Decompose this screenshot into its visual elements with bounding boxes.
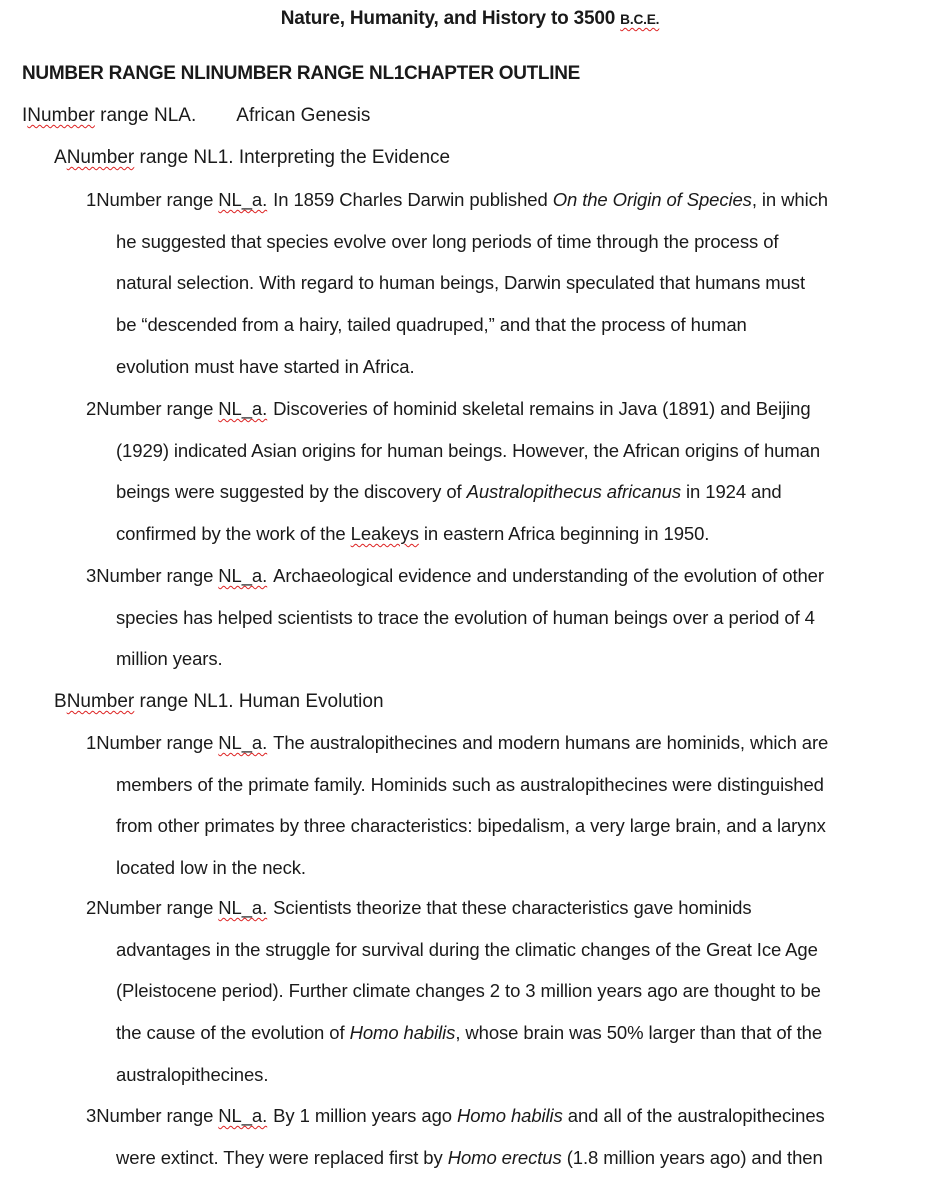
outline-item-b1 <box>86 722 936 889</box>
item-text: in 1924 and <box>680 481 782 503</box>
item-line <box>86 1012 936 1054</box>
title-text: Nature, Humanity, and History to 3500 <box>280 8 621 29</box>
item-marker-squiggle: NL_a. <box>218 1105 268 1126</box>
item-line: (Pleistocene period). Further climate changes 2 to 3 million years ago are thought to be <box>116 980 821 1002</box>
item-line: members of the primate family. Hominids such as australopithecines were distinguished <box>116 773 824 795</box>
item-italic-text: On the Origin of Species <box>552 189 752 210</box>
title-era: B.C.E. <box>620 12 660 27</box>
section-b-squiggle: Number <box>66 691 135 712</box>
item-first-line <box>86 722 936 764</box>
section-a-rest: range NL1. Interpreting the Evidence <box>134 147 451 168</box>
item-marker-lead: Number range <box>96 398 219 419</box>
item-first-line <box>86 179 936 221</box>
item-marker-squiggle: NL_a. <box>218 897 268 918</box>
item-number: 3 <box>86 1105 97 1126</box>
item-squiggle-text: Leakeys <box>350 523 419 545</box>
item-line: natural selection. With regard to human beings, Darwin speculated that humans must <box>116 272 806 294</box>
item-text: in eastern Africa beginning in 1950. <box>418 523 710 545</box>
item-number: 3 <box>86 565 97 586</box>
item-line: from other primates by three characteristics: bipedalism, a very large brain, and a larynx <box>116 815 826 837</box>
item-text: Discoveries of hominid skeletal remains in Java (1891) and Beijing <box>273 398 811 419</box>
section-i-title: African Genesis <box>236 105 371 126</box>
outline-item-b2 <box>86 887 936 1096</box>
item-line: species has helped scientists to trace the evolution of human beings over a period of 4 <box>116 606 815 628</box>
item-text: In 1859 Charles Darwin published <box>273 189 553 210</box>
outline-item-b3 <box>86 1095 936 1178</box>
section-i-squiggle: Number <box>27 105 95 126</box>
item-first-line <box>86 887 936 929</box>
section-heading-b <box>54 689 384 715</box>
section-a-prefix: A <box>54 147 67 168</box>
section-heading-a <box>54 145 450 171</box>
item-marker-lead: Number range <box>96 732 219 753</box>
item-text: , whose brain was 50% larger than that of the <box>455 1022 823 1044</box>
document-title <box>0 6 940 33</box>
item-marker-squiggle: NL_a. <box>218 189 268 210</box>
chapter-outline-heading: NUMBER RANGE NLINUMBER RANGE NL1CHAPTER OUTLINE <box>22 63 581 84</box>
item-line <box>86 471 936 513</box>
section-i-prefix: I <box>22 105 28 126</box>
item-text: By 1 million years ago <box>273 1105 457 1126</box>
item-number: 1 <box>86 732 97 753</box>
item-italic-text: Australopithecus africanus <box>466 481 681 503</box>
item-text: , in which <box>751 189 828 210</box>
outline-item-a2 <box>86 388 936 555</box>
item-line <box>86 1137 936 1179</box>
item-line <box>86 513 936 555</box>
item-text: beings were suggested by the discovery of <box>116 481 467 503</box>
item-line: australopithecines. <box>116 1063 269 1085</box>
item-text: (1.8 million years ago) and then <box>561 1146 823 1168</box>
item-marker-squiggle: NL_a. <box>218 398 268 419</box>
item-italic-text: Homo habilis <box>349 1022 456 1044</box>
item-text: the cause of the evolution of <box>116 1022 350 1044</box>
item-line: he suggested that species evolve over long periods of time through the process of <box>116 230 779 252</box>
item-text: Archaeological evidence and understanding of the evolution of other <box>273 565 824 586</box>
outline-item-a3 <box>86 555 936 680</box>
item-number: 2 <box>86 897 97 918</box>
item-text: Scientists theorize that these characteristics gave hominids <box>273 897 752 918</box>
item-marker-squiggle: NL_a. <box>218 732 268 753</box>
item-marker-lead: Number range <box>96 1105 219 1126</box>
item-text: and all of the australopithecines <box>562 1105 825 1126</box>
item-marker-lead: Number range <box>96 189 219 210</box>
item-text: were extinct. They were replaced first by <box>116 1146 448 1168</box>
item-text: confirmed by the work of the <box>116 523 351 545</box>
item-line: be “descended from a hairy, tailed quadruped,” and that the process of human <box>116 314 747 336</box>
item-first-line <box>86 1095 936 1137</box>
section-heading-i <box>22 103 370 129</box>
item-number: 1 <box>86 189 97 210</box>
item-marker-lead: Number range <box>96 565 219 586</box>
section-b-rest: range NL1. Human Evolution <box>134 691 384 712</box>
item-line: (1929) indicated Asian origins for human beings. However, the African origins of human <box>116 439 821 461</box>
item-line: million years. <box>116 648 223 670</box>
item-line: located low in the neck. <box>116 857 306 879</box>
item-marker-squiggle: NL_a. <box>218 565 268 586</box>
item-text: The australopithecines and modern humans are hominids, which are <box>273 732 829 753</box>
section-a-squiggle: Number <box>66 147 135 168</box>
item-first-line <box>86 388 936 430</box>
item-line: advantages in the struggle for survival during the climatic changes of the Great Ice Age <box>116 938 818 960</box>
item-line: evolution must have started in Africa. <box>116 355 415 377</box>
section-b-prefix: B <box>54 691 67 712</box>
section-i-rest: range NLA. <box>94 105 197 126</box>
outline-item-a1 <box>86 179 936 388</box>
item-italic-text: Homo habilis <box>456 1105 563 1126</box>
item-number: 2 <box>86 398 97 419</box>
item-marker-lead: Number range <box>96 897 219 918</box>
item-first-line <box>86 555 936 597</box>
item-italic-text: Homo erectus <box>447 1146 562 1168</box>
